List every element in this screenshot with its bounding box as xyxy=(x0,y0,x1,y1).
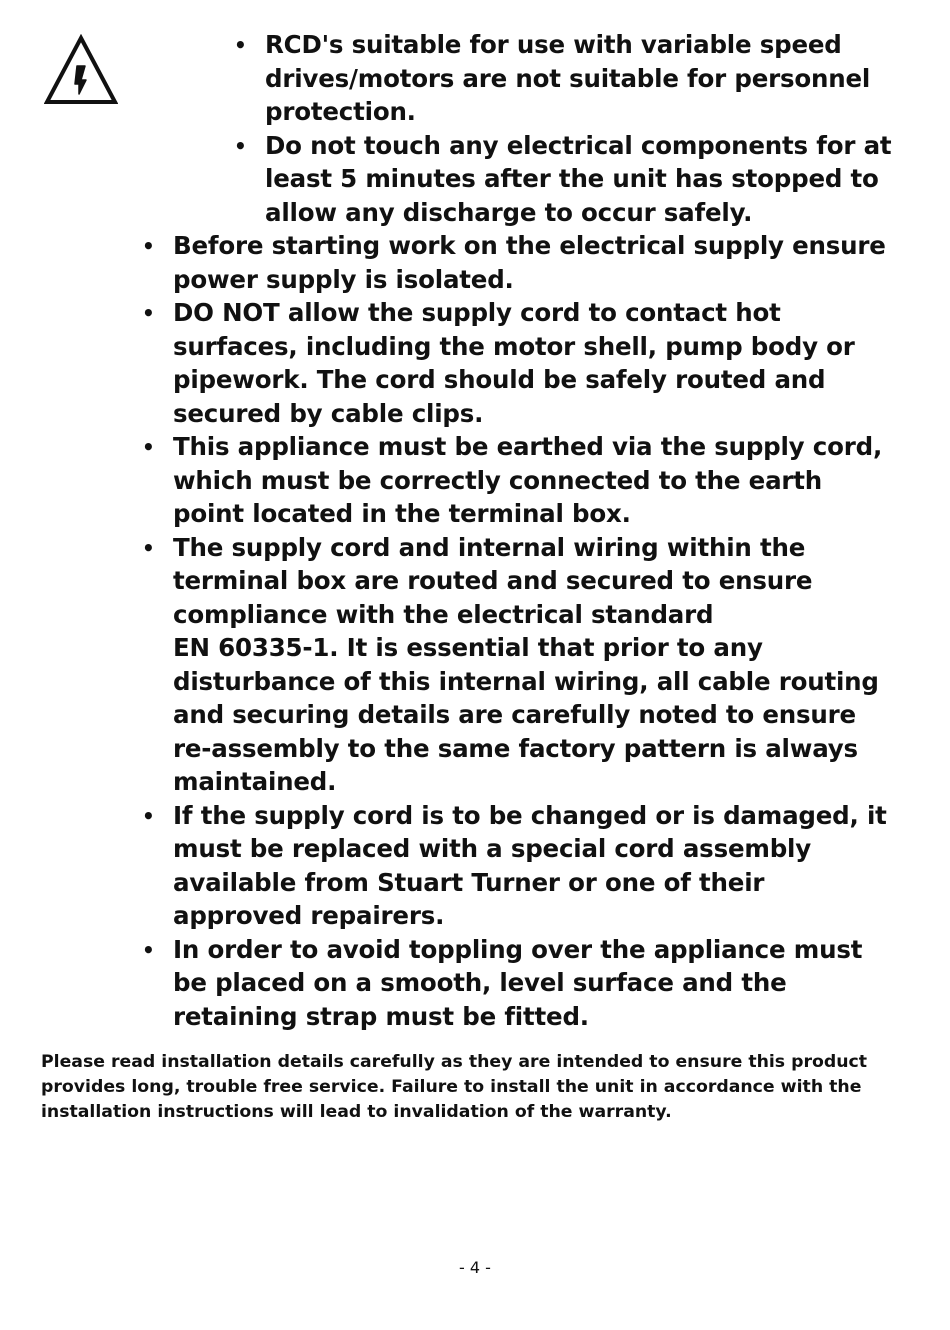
list-item xyxy=(142,430,893,531)
bullet-marker: • xyxy=(142,535,155,560)
list-item xyxy=(142,296,893,430)
list-item xyxy=(142,531,893,799)
list-item-text: Do not touch any electrical components for at least 5 minutes after the unit has stopped to allow any discharge to occur safely. xyxy=(265,130,892,227)
bullet-marker: • xyxy=(142,301,155,325)
sub-bullet-list xyxy=(234,28,905,229)
list-item xyxy=(142,229,893,296)
bullet-marker: • xyxy=(142,803,155,828)
page-number: - 4 - xyxy=(459,1258,491,1277)
list-item-text: If the supply cord is to be changed or is damaged, it must be replaced with a special cord assembly available from Stuart Turner or one of their approved repairers. xyxy=(173,800,887,930)
bullet-marker: • xyxy=(142,234,155,258)
electrical-hazard-warning-icon xyxy=(44,34,118,106)
installation-note: Please read installation details carefully as they are intended to ensure this product provides long, trouble free service. Failure to install the unit in accordance with the installation instructions will lead to invalidation of the warranty. xyxy=(41,1052,868,1122)
list-item-text: DO NOT allow the supply cord to contact hot surfaces, including the motor shell, pump body or pipework. The cord should be safely routed and secured by cable clips. xyxy=(173,298,855,428)
list-item-text: RCD's suitable for use with variable speed drives/motors are not suitable for personnel protection. xyxy=(265,30,871,126)
list-item xyxy=(142,933,893,1034)
list-item xyxy=(234,28,905,129)
bullet-marker: • xyxy=(234,133,247,158)
bullet-marker: • xyxy=(142,937,155,962)
list-item xyxy=(234,129,905,230)
list-item-text: Before starting work on the electrical supply ensure power supply is isolated. xyxy=(173,231,886,294)
bullet-marker: • xyxy=(234,33,247,57)
list-item-text: The supply cord and internal wiring within the terminal box are routed and secured to ensure compliance with the electrical standard xyxy=(173,532,813,629)
main-bullet-list xyxy=(142,229,893,1033)
list-item-text: This appliance must be earthed via the supply cord, which must be correctly connected to the earth point located in the terminal box. xyxy=(173,432,883,528)
list-item xyxy=(142,799,893,933)
list-item-text: In order to avoid toppling over the appliance must be placed on a smooth, level surface and the retaining strap must be fitted. xyxy=(173,934,863,1031)
bullet-marker: • xyxy=(142,435,155,459)
list-item-text-continued: EN 60335-1. It is essential that prior to any disturbance of this internal wiring, all cable routing and securing details are carefully noted to ensure re-assembly to the same factory pattern is always maintained. xyxy=(173,633,879,796)
